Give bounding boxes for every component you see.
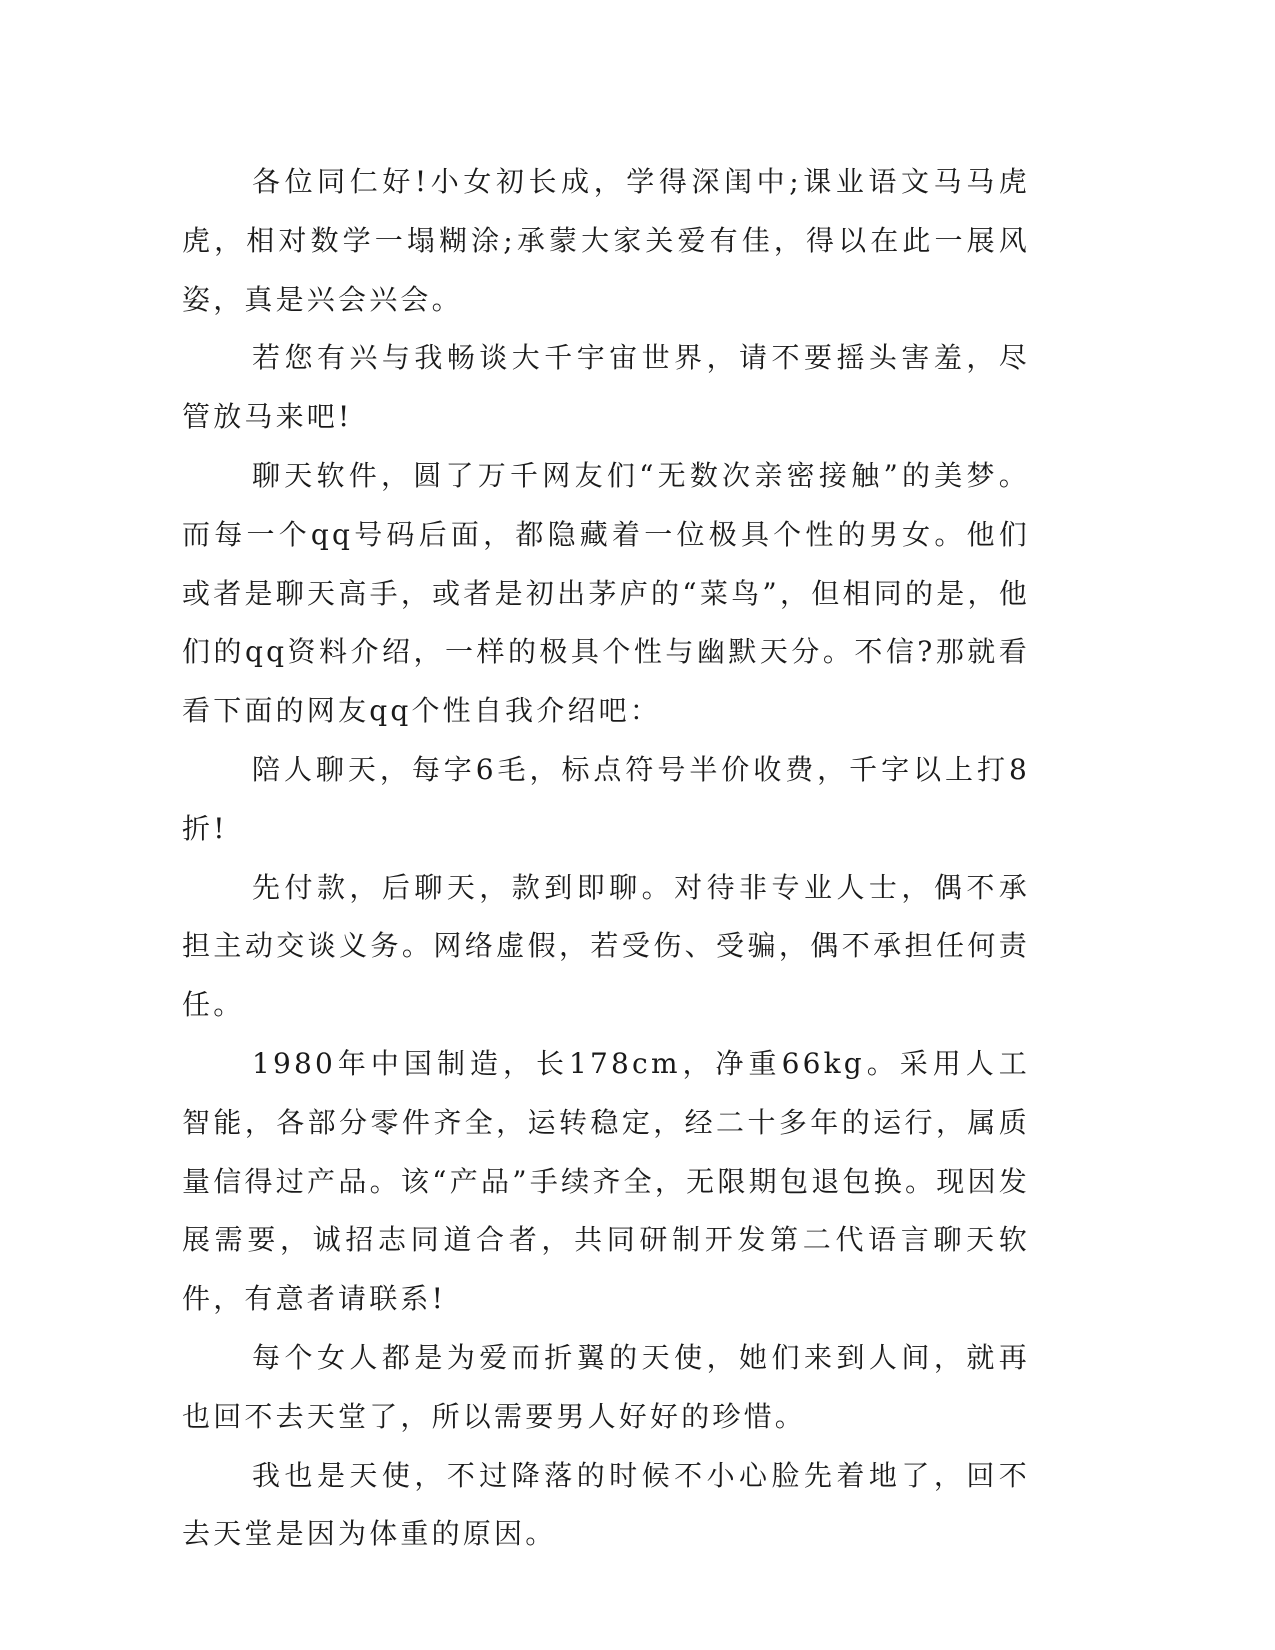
- paragraph-greeting: 各位同仁好!小女初长成，学得深闺中;课业语文马马虎虎，相对数学一塌糊涂;承蒙大家关爱有佳，得以在此一展风姿，真是兴会兴会。: [182, 165, 1030, 316]
- paragraph-angel-joke: 我也是天使，不过降落的时候不小心脸先着地了，回不去天堂是因为体重的原因。: [182, 1458, 1030, 1551]
- paragraph-invitation: 若您有兴与我畅谈大千宇宙世界，请不要摇头害羞，尽管放马来吧!: [182, 341, 1030, 434]
- paragraph-payment-terms: 先付款，后聊天，款到即聊。对待非专业人士，偶不承担主动交谈义务。网络虚假，若受伤、受骗，偶不承担任何责任。: [182, 870, 1030, 1022]
- document-body: [182, 153, 1030, 1564]
- paragraph-chat-price: 陪人聊天，每字6毛，标点符号半价收费，千字以上打8折!: [182, 752, 1030, 845]
- paragraph-angel: 每个女人都是为爱而折翼的天使，她们来到人间，就再也回不去天堂了，所以需要男人好好的珍惜。: [182, 1340, 1030, 1433]
- paragraph-chat-software: 聊天软件，圆了万千网友们“无数次亲密接触”的美梦。而每一个qq号码后面，都隐藏着一位极具个性的男女。他们或者是聊天高手，或者是初出茅庐的“菜鸟”，但相同的是，他们的qq资料介绍，一样的极具个性与幽默天分。不信?那就看看下面的网友qq个性自我介绍吧：: [182, 458, 1030, 728]
- paragraph-product-intro: 1980年中国制造，长178cm，净重66kg。采用人工智能，各部分零件齐全，运转稳定，经二十多年的运行，属质量信得过产品。该“产品”手续齐全，无限期包退包换。现因发展需要，诚招志同道合者，共同研制开发第二代语言聊天软件，有意者请联系!: [182, 1046, 1030, 1316]
